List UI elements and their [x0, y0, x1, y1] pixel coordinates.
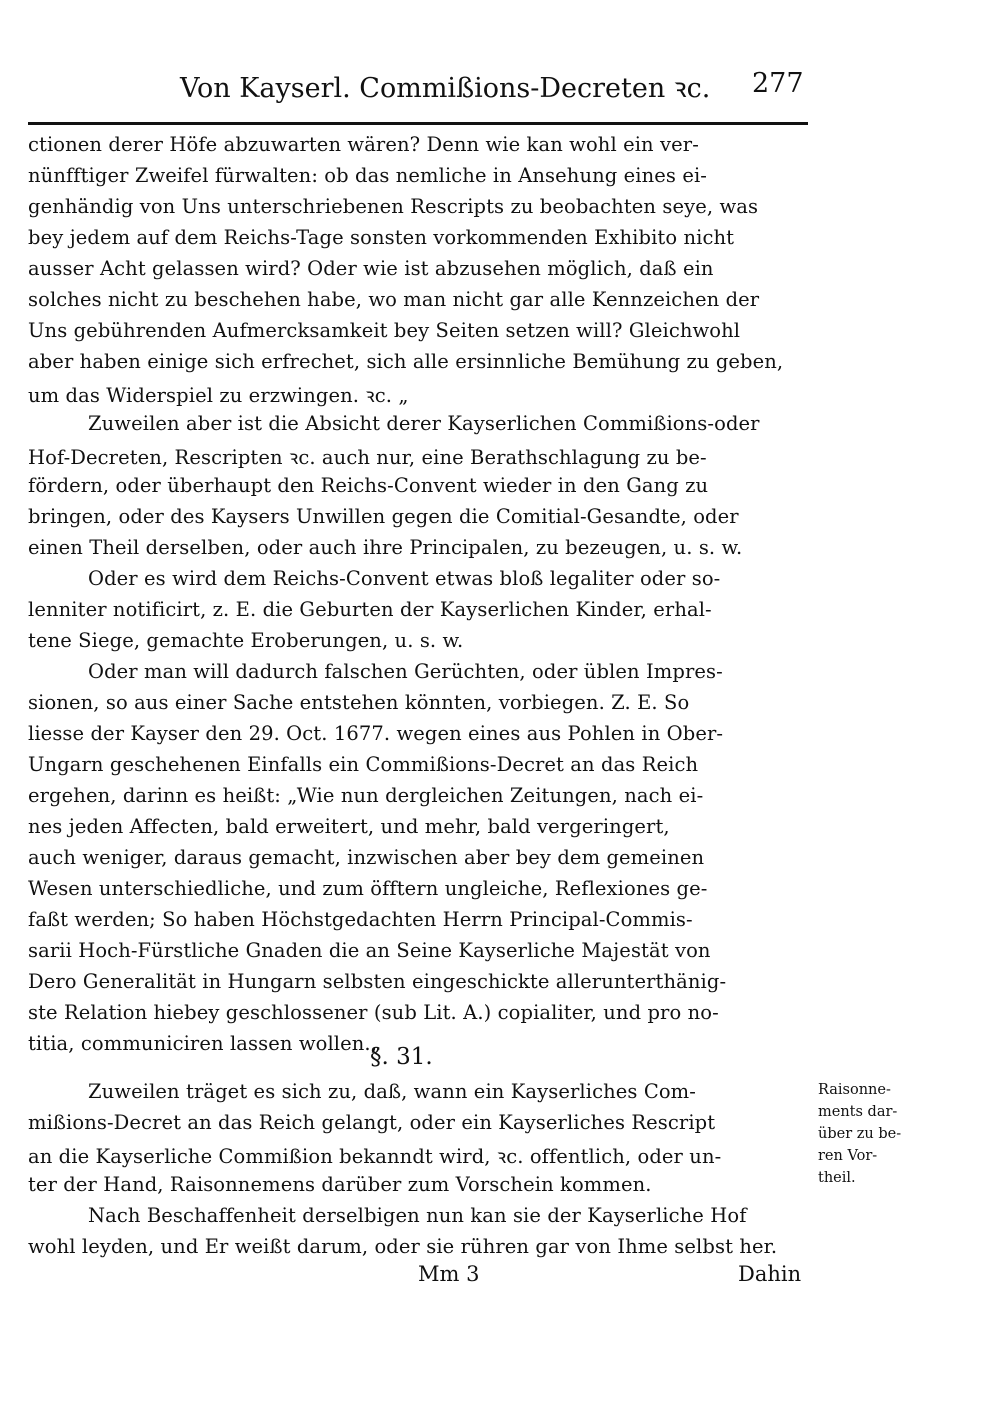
signature-mark: Mm 3: [418, 1262, 480, 1286]
text-line: um das Widerspiel zu erzwingen. ꝛc. „: [28, 384, 409, 407]
text-line: wohl leyden, und Er weißt darum, oder sie rühren gar von Ihme selbst her.: [28, 1235, 778, 1258]
catchword: Dahin: [738, 1262, 802, 1286]
paragraph-start-line: Nach Beschaffenheit derselbigen nun kan sie der Kayserliche Hof: [88, 1204, 747, 1227]
text-line: lenniter notificirt, z. E. die Geburten der Kayserlichen Kinder, erhal-: [28, 598, 712, 621]
text-line: mißions-Decret an das Reich gelangt, oder ein Kayserliches Rescript: [28, 1111, 716, 1134]
paragraph-start-line: Zuweilen aber ist die Absicht derer Kayserlichen Commißions-oder: [88, 412, 760, 435]
text-line: Hof-Decreten, Rescripten ꝛc. auch nur, eine Berathschlagung zu be-: [28, 446, 707, 469]
page-number: 277: [752, 68, 804, 99]
text-line: Uns gebührenden Aufmercksamkeit bey Seiten setzen will? Gleichwohl: [28, 319, 741, 342]
text-line: Dero Generalität in Hungarn selbsten eingeschickte allerunterthänig-: [28, 970, 727, 993]
text-line: an die Kayserliche Commißion bekanndt wird, ꝛc. offentlich, oder un-: [28, 1145, 722, 1168]
text-line: Wesen unterschiedliche, und zum öfftern ungleiche, Reflexiones ge-: [28, 877, 708, 900]
text-line: ergehen, darinn es heißt: „Wie nun dergleichen Zeitungen, nach ei-: [28, 784, 704, 807]
text-line: aber haben einige sich erfrechet, sich alle ersinnliche Bemühung zu geben,: [28, 350, 784, 373]
paragraph-start-line: Oder es wird dem Reichs-Convent etwas bloß legaliter oder so-: [88, 567, 721, 590]
text-line: solches nicht zu beschehen habe, wo man nicht gar alle Kennzeichen der: [28, 288, 760, 311]
section-heading: §. 31.: [370, 1044, 433, 1070]
margin-note-line: Raisonne-: [818, 1082, 891, 1098]
text-line: sionen, so aus einer Sache entstehen könnten, vorbiegen. Z. E. So: [28, 691, 690, 714]
margin-note-line: über zu be-: [818, 1126, 902, 1142]
text-line: nes jeden Affecten, bald erweitert, und mehr, bald vergeringert,: [28, 815, 670, 838]
text-line: Ungarn geschehenen Einfalls ein Commißions-Decret an das Reich: [28, 753, 699, 776]
text-line: liesse der Kayser den 29. Oct. 1677. wegen eines aus Pohlen in Ober-: [28, 722, 724, 745]
text-line: nünfftiger Zweifel fürwalten: ob das nemliche in Ansehung eines ei-: [28, 164, 707, 187]
text-line: ter der Hand, Raisonnemens darüber zum Vorschein kommen.: [28, 1173, 652, 1196]
running-title: Von Kayserl. Commißions-Decreten ꝛc.: [180, 73, 711, 104]
text-line: bringen, oder des Kaysers Unwillen gegen die Comitial-Gesandte, oder: [28, 505, 739, 528]
text-line: ausser Acht gelassen wird? Oder wie ist abzusehen möglich, daß ein: [28, 257, 714, 280]
text-line: ste Relation hiebey geschlossener (sub Lit. A.) copialiter, und pro no-: [28, 1001, 719, 1024]
paragraph-start-line: Zuweilen träget es sich zu, daß, wann ein Kayserliches Com-: [88, 1080, 696, 1103]
text-line: fördern, oder überhaupt den Reichs-Convent wieder in den Gang zu: [28, 474, 709, 497]
text-line: auch weniger, daraus gemacht, inzwischen aber bey dem gemeinen: [28, 846, 705, 869]
paragraph-start-line: Oder man will dadurch falschen Gerüchten, oder üblen Impres-: [88, 660, 723, 683]
text-line: ctionen derer Höfe abzuwarten wären? Denn wie kan wohl ein ver-: [28, 133, 699, 156]
text-line: genhändig von Uns unterschriebenen Rescripts zu beobachten seye, was: [28, 195, 759, 218]
text-line: tene Siege, gemachte Eroberungen, u. s. w.: [28, 629, 464, 652]
text-line: sarii Hoch-Fürstliche Gnaden die an Seine Kayserliche Majestät von: [28, 939, 711, 962]
header-rule: [28, 122, 808, 125]
margin-note-line: ren Vor-: [818, 1148, 878, 1164]
text-line: einen Theil derselben, oder auch ihre Principalen, zu bezeugen, u. s. w.: [28, 536, 743, 559]
text-line: bey jedem auf dem Reichs-Tage sonsten vorkommenden Exhibito nicht: [28, 226, 735, 249]
margin-note-line: ments dar-: [818, 1104, 898, 1120]
margin-note-line: theil.: [818, 1170, 856, 1186]
text-line: faßt werden; So haben Höchstgedachten Herrn Principal-Commis-: [28, 908, 693, 931]
text-line: titia, communiciren lassen wollen.„: [28, 1032, 381, 1055]
